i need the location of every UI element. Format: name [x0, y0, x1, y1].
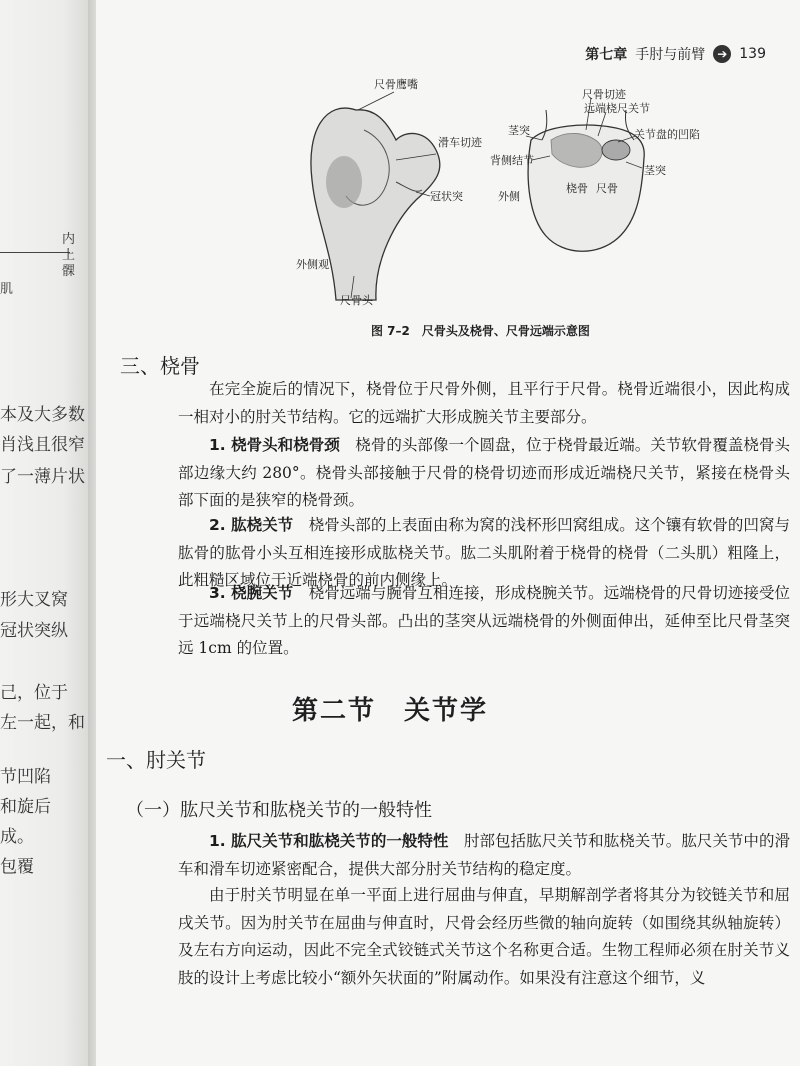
- label-trochlear-notch: 滑车切迹: [438, 136, 482, 149]
- subsubheading-general: （一）肱尺关节和肱桡关节的一般特性: [126, 800, 432, 821]
- label-styloid-ulna: 茎突: [644, 164, 666, 177]
- left-page: [0, 0, 90, 1066]
- label-ulnar-notch: 尺骨切迹: [582, 88, 626, 101]
- left-text-fragment: 左一起，和: [0, 713, 85, 733]
- left-text-fragment: 了一薄片状: [0, 467, 85, 487]
- left-text-fragment: 本及大多数: [0, 405, 85, 425]
- arthrology-paragraph-1: [178, 828, 790, 883]
- chapter-title: 手肘与前臂: [635, 47, 706, 63]
- left-text-fragment: 己，位于: [0, 683, 68, 703]
- left-text-fragment: 节凹陷: [0, 767, 51, 787]
- radius-item-3: [178, 580, 790, 663]
- left-side-label: 上: [62, 248, 76, 263]
- left-text-fragment: 包覆: [0, 857, 34, 877]
- radius-intro-paragraph: 在完全旋后的情况下，桡骨位于尺骨外侧，且平行于尺骨。桡骨近端很小，因此构成一相对小的肘关节结构。它的远端扩大形成腕关节主要部分。: [178, 380, 790, 426]
- left-text-fragment: 形大叉窝: [0, 590, 68, 610]
- section-heading-radius: 三、桡骨: [120, 354, 200, 378]
- radius-item-1: [178, 432, 790, 515]
- item-lead: 2. 肱桡关节: [209, 516, 294, 534]
- section-title-arthrology: 第二节 关节学: [292, 696, 489, 726]
- left-side-label: 内: [62, 232, 76, 247]
- left-text-fragment: 和旋后: [0, 797, 51, 817]
- label-styloid-radius: 茎突: [508, 124, 530, 137]
- subheading-elbow: 一、肘关节: [106, 748, 206, 772]
- label-lateral-view: 外侧观: [296, 258, 329, 271]
- running-header: [585, 44, 766, 64]
- item-text: 桡骨头部的上表面由称为窝的浅杯形凹窝组成。这个镶有软骨的凹窝与肱骨的肱骨小头互相连接形成肱桡关节。肱二头肌附着于桡骨的桡骨（二头肌）粗隆上，此粗糙区域位于近端桡骨的前内侧缘上。: [178, 516, 790, 589]
- label-olecranon: 尺骨鹰嘴: [374, 78, 418, 91]
- label-disc-fovea: 关节盘的凹陷: [634, 128, 700, 141]
- label-ulna-head: 尺骨头: [340, 294, 373, 307]
- item-lead: 3. 桡腕关节: [209, 584, 294, 602]
- label-ulna: 尺骨: [596, 182, 618, 195]
- chapter-number: 第七章: [585, 47, 628, 63]
- label-coronoid: 冠状突: [430, 190, 463, 203]
- left-side-label: 髁: [62, 264, 76, 279]
- label-distal-radioulnar: 远端桡尺关节: [584, 102, 650, 115]
- label-dorsal-tubercle: 背侧结节: [490, 154, 534, 167]
- anatomy-figure: [246, 70, 726, 330]
- ulna-radius-illustration: [246, 70, 726, 330]
- label-radius: 桡骨: [566, 182, 588, 195]
- figure-caption: 图 7–2 尺骨头及桡骨、尺骨远端示意图: [371, 324, 590, 338]
- left-side-label: 肌: [0, 282, 14, 297]
- arthrology-paragraph-2: 由于肘关节明显在单一平面上进行屈曲与伸直，早期解剖学者将其分为铰链关节和屈戌关节。因为肘关节在屈曲与伸直时，尺骨会经历些微的轴向旋转（如围绕其纵轴旋转）及左右方向运动，因此不完全式铰链式关节这个名称更合适。生物工程师必须在肘关节义肢的设计上考虑比较小“额外矢状面的”附属动作。如果没有注意这个细节，义: [178, 886, 790, 987]
- left-text-fragment: 冠状突纵: [0, 621, 68, 641]
- item-lead: 1. 桡骨头和桡骨颈: [209, 436, 340, 454]
- left-figure-line: [0, 252, 70, 253]
- item-text: 桡骨的头部像一个圆盘，位于桡骨最近端。关节软骨覆盖桡骨头部边缘大约 280°。桡骨头部接触于尺骨的桡骨切迹而形成近端桡尺关节，紧接在桡骨头部下面的是狭窄的桡骨颈。: [178, 436, 790, 509]
- left-text-fragment: 肖浅且很窄: [0, 435, 85, 455]
- item-lead: 1. 肱尺关节和肱桡关节的一般特性: [209, 832, 449, 850]
- page-number: 139: [739, 46, 766, 62]
- label-lateral: 外侧: [498, 190, 520, 203]
- item-text: 桡骨远端与腕骨互相连接，形成桡腕关节。远端桡骨的尺骨切迹接受位于远端桡尺关节上的尺骨头部。凸出的茎突从远端桡骨的外侧面伸出，延伸至比尺骨茎突远 1cm 的位置。: [178, 584, 790, 657]
- item-text: 肘部包括肱尺关节和肱桡关节。肱尺关节中的滑车和滑车切迹紧密配合，提供大部分肘关节结构的稳定度。: [178, 832, 790, 878]
- right-page: [96, 0, 800, 1066]
- left-text-fragment: 成。: [0, 827, 34, 847]
- arrow-right-icon: ➔: [713, 45, 731, 63]
